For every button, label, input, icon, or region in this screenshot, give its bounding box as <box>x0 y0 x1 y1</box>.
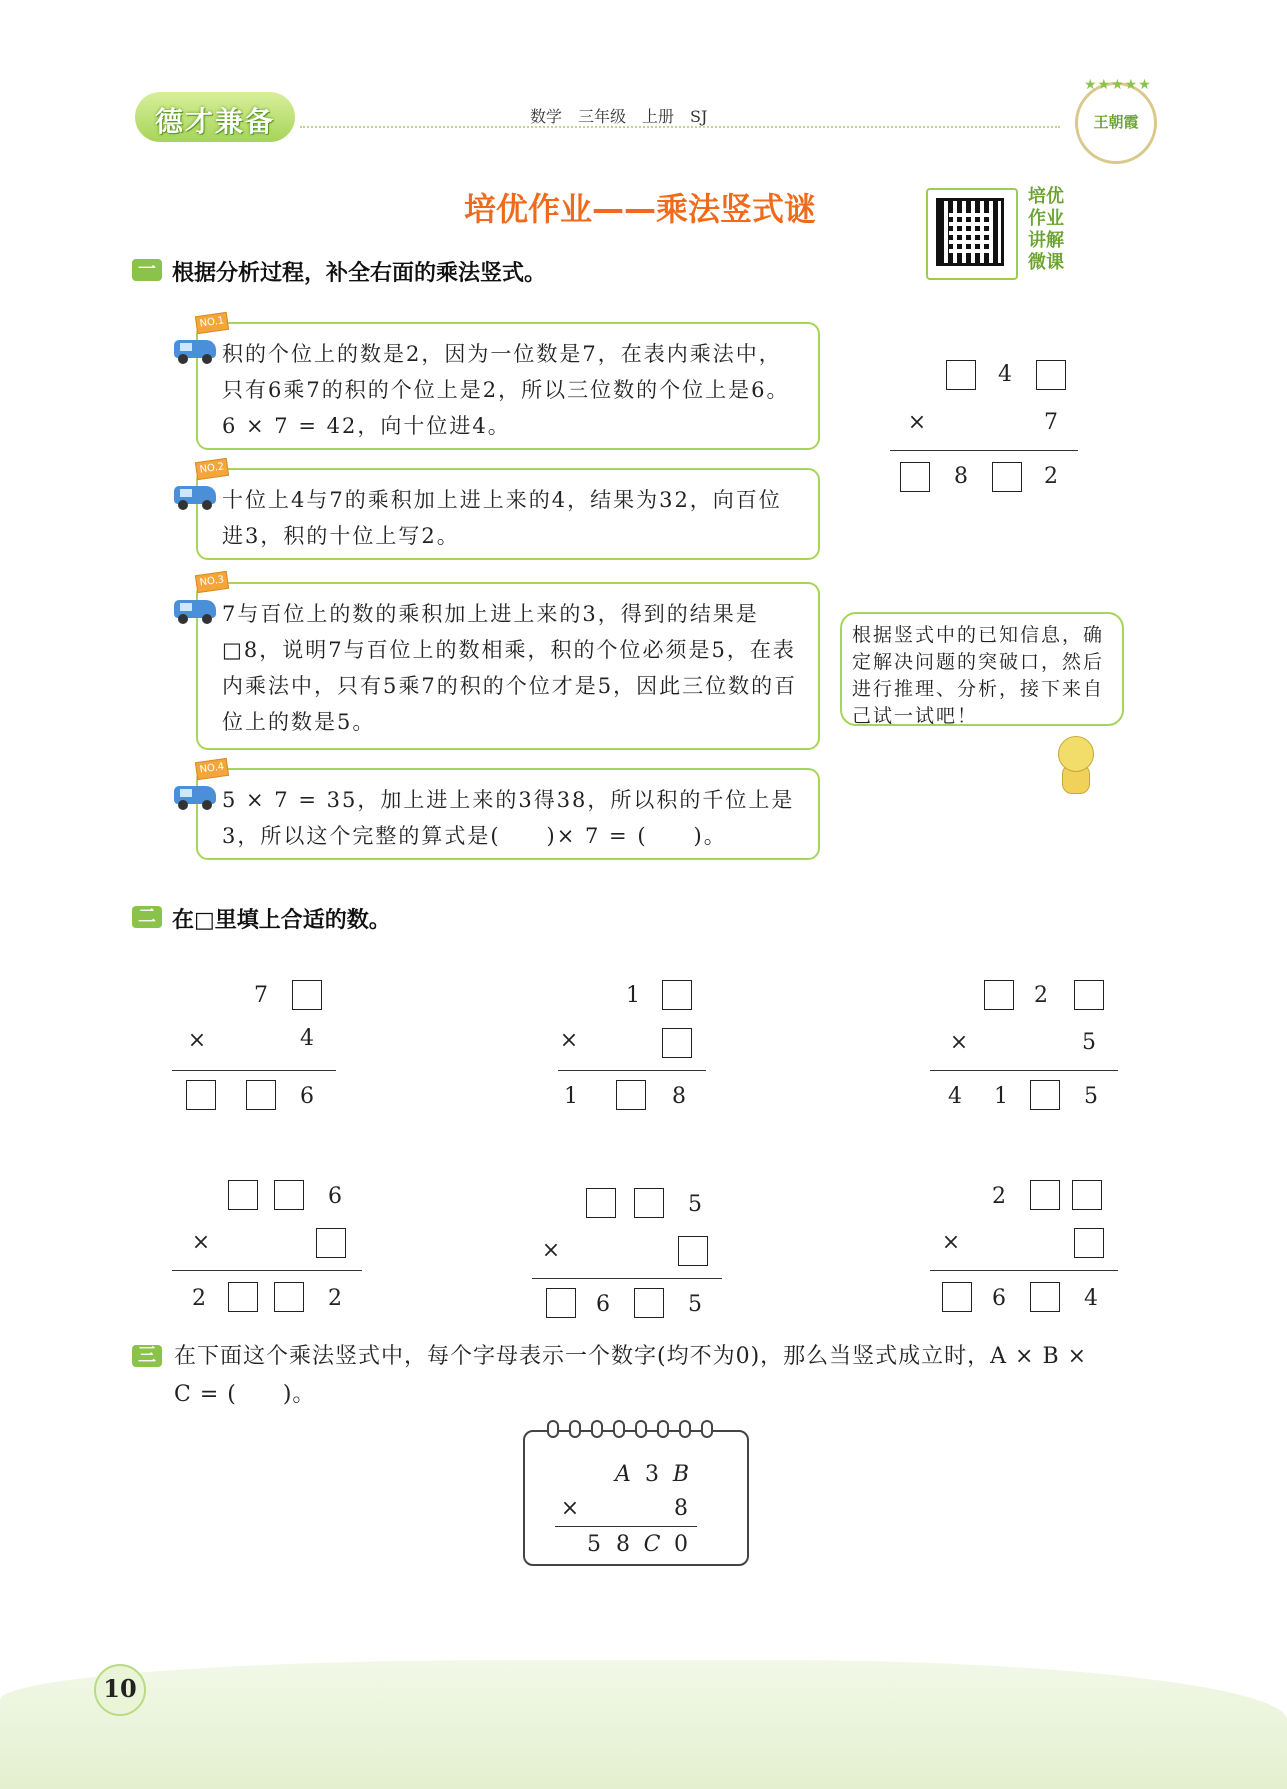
blank-box[interactable] <box>186 1080 216 1110</box>
section-heading: 根据分析过程，补全右面的乘法竖式。 <box>172 261 547 286</box>
logo-text: 德才兼备 <box>154 105 275 138</box>
ring-icon <box>657 1420 669 1438</box>
blank-box[interactable] <box>274 1180 304 1210</box>
digit: 2 <box>1044 464 1058 489</box>
blank-box[interactable] <box>634 1188 664 1218</box>
blank-box[interactable] <box>274 1282 304 1312</box>
blank-box[interactable] <box>1030 1080 1060 1110</box>
digit: 5 <box>587 1532 601 1557</box>
blank-box[interactable] <box>662 980 692 1010</box>
step-box: 积的个位上的数是2，因为一位数是7，在表内乘法中，只有6乘7的积的个位上是2，所以三位数的个位上是6。6 × 7 = 42，向十位进4。 <box>196 322 820 450</box>
step-box: 5 × 7 = 35，加上进上来的3得38，所以积的千位上是3，所以这个完整的算式是( )× 7 = ( )。 <box>196 768 820 860</box>
digit: 3 <box>645 1462 659 1487</box>
digit: 6 <box>328 1184 342 1209</box>
digit: 7 <box>254 983 268 1008</box>
blank-box[interactable] <box>1074 1228 1104 1258</box>
digit: B <box>672 1462 690 1487</box>
ring-icon <box>547 1420 559 1438</box>
times-sign: × <box>559 1028 579 1053</box>
blank-box[interactable] <box>946 360 976 390</box>
section-badge: 三 <box>132 1345 162 1367</box>
blank-box[interactable] <box>1030 1282 1060 1312</box>
ring-icon <box>591 1420 603 1438</box>
mascot-icon <box>1052 736 1098 796</box>
blank-box[interactable] <box>246 1080 276 1110</box>
times-sign: × <box>560 1496 580 1521</box>
digit: 8 <box>674 1496 688 1521</box>
step-tag: NO.2 <box>195 458 229 480</box>
blank-box[interactable] <box>992 462 1022 492</box>
page-title: 培优作业——乘法竖式谜 <box>463 190 816 228</box>
car-icon <box>174 780 220 808</box>
stars-icon: ★★★★★ <box>1084 77 1152 93</box>
blank-box[interactable] <box>1036 360 1066 390</box>
digit: 5 <box>688 1192 702 1217</box>
blank-box[interactable] <box>228 1180 258 1210</box>
blank-box[interactable] <box>1030 1180 1060 1210</box>
step-box: 十位上4与7的乘积加上进上来的4，结果为32，向百位进3，积的十位上写2。 <box>196 468 820 560</box>
calc-line <box>930 1070 1118 1071</box>
blank-box[interactable] <box>292 980 322 1010</box>
digit: 5 <box>1084 1084 1098 1109</box>
blank-box[interactable] <box>900 462 930 492</box>
times-sign: × <box>187 1028 207 1053</box>
blank-box[interactable] <box>678 1236 708 1266</box>
digit: 8 <box>672 1084 686 1109</box>
blank-box[interactable] <box>616 1080 646 1110</box>
digit: 4 <box>948 1084 962 1109</box>
digit: 0 <box>674 1532 688 1557</box>
brand-logo <box>135 92 295 142</box>
digit: 2 <box>192 1286 206 1311</box>
car-icon <box>174 334 220 362</box>
blank-box[interactable] <box>316 1228 346 1258</box>
car-icon <box>174 594 220 622</box>
blank-box[interactable] <box>634 1288 664 1318</box>
times-sign: × <box>541 1238 561 1263</box>
calc-line <box>890 450 1078 451</box>
times-sign: × <box>191 1230 211 1255</box>
digit: 1 <box>994 1084 1008 1109</box>
digit: 4 <box>998 362 1012 387</box>
section-badge: 二 <box>132 906 162 928</box>
ring-icon <box>679 1420 691 1438</box>
blank-box[interactable] <box>1072 1180 1102 1210</box>
times-sign: × <box>907 410 927 435</box>
question-text: C = ( )。 <box>174 1382 316 1407</box>
blank-box[interactable] <box>586 1188 616 1218</box>
car-icon <box>174 480 220 508</box>
ring-icon <box>701 1420 713 1438</box>
author-seal <box>1075 77 1157 164</box>
qr-label: 培优作业讲解微课 <box>1028 186 1064 273</box>
step-box: 7与百位上的数的乘积加上进上来的3，得到的结果是□8，说明7与百位上的数相乘，积的个位必须是5，在表内乘法中，只有5乘7的积的个位才是5，因此三位数的百位上的数是5。 <box>196 582 820 750</box>
times-sign: × <box>941 1230 961 1255</box>
header-subtitle: 数学 三年级 上册 SJ <box>530 107 708 126</box>
digit: 2 <box>328 1286 342 1311</box>
step-tag: NO.4 <box>195 758 229 780</box>
ring-icon <box>613 1420 625 1438</box>
footer-decoration <box>0 1660 1287 1789</box>
seal-text: 王朝霞 <box>1093 113 1139 131</box>
digit: 5 <box>1082 1030 1096 1055</box>
section-heading: 在□里填上合适的数。 <box>172 908 391 933</box>
page-number-badge <box>86 1660 156 1712</box>
digit: 6 <box>992 1286 1006 1311</box>
calc-line <box>558 1070 706 1071</box>
qr-code-icon[interactable] <box>936 198 1004 266</box>
notebook-calc <box>523 1430 749 1566</box>
blank-box[interactable] <box>1074 980 1104 1010</box>
ring-icon <box>569 1420 581 1438</box>
section-badge: 一 <box>132 259 162 281</box>
digit: 4 <box>1084 1286 1098 1311</box>
page-number: 10 <box>103 1674 137 1703</box>
blank-box[interactable] <box>942 1282 972 1312</box>
digit: 6 <box>300 1084 314 1109</box>
digit: 8 <box>616 1532 630 1557</box>
calc-line <box>555 1526 697 1527</box>
calc-line <box>172 1070 336 1071</box>
blank-box[interactable] <box>662 1028 692 1058</box>
hint-bubble: 根据竖式中的已知信息，确定解决问题的突破口，然后进行推理、分析，接下来自己试一试吧！ <box>840 612 1124 726</box>
digit: 4 <box>300 1026 314 1051</box>
blank-box[interactable] <box>546 1288 576 1318</box>
blank-box[interactable] <box>984 980 1014 1010</box>
digit: 7 <box>1044 410 1058 435</box>
calc-line <box>172 1270 362 1271</box>
step-tag: NO.3 <box>195 571 229 593</box>
digit: 2 <box>992 1184 1006 1209</box>
ring-icon <box>635 1420 647 1438</box>
step-tag: NO.1 <box>195 312 229 334</box>
digit: 6 <box>596 1292 610 1317</box>
question-text: 在下面这个乘法竖式中，每个字母表示一个数字(均不为0)，那么当竖式成立时，A × B × <box>174 1344 1088 1369</box>
digit: 5 <box>688 1292 702 1317</box>
calc-line <box>532 1278 722 1279</box>
digit: A <box>615 1462 631 1487</box>
blank-box[interactable] <box>228 1282 258 1312</box>
digit: 2 <box>1034 983 1048 1008</box>
digit: C <box>643 1532 661 1557</box>
digit: 8 <box>954 464 968 489</box>
digit: 1 <box>564 1084 578 1109</box>
calc-line <box>930 1270 1118 1271</box>
digit: 1 <box>626 983 640 1008</box>
times-sign: × <box>949 1030 969 1055</box>
